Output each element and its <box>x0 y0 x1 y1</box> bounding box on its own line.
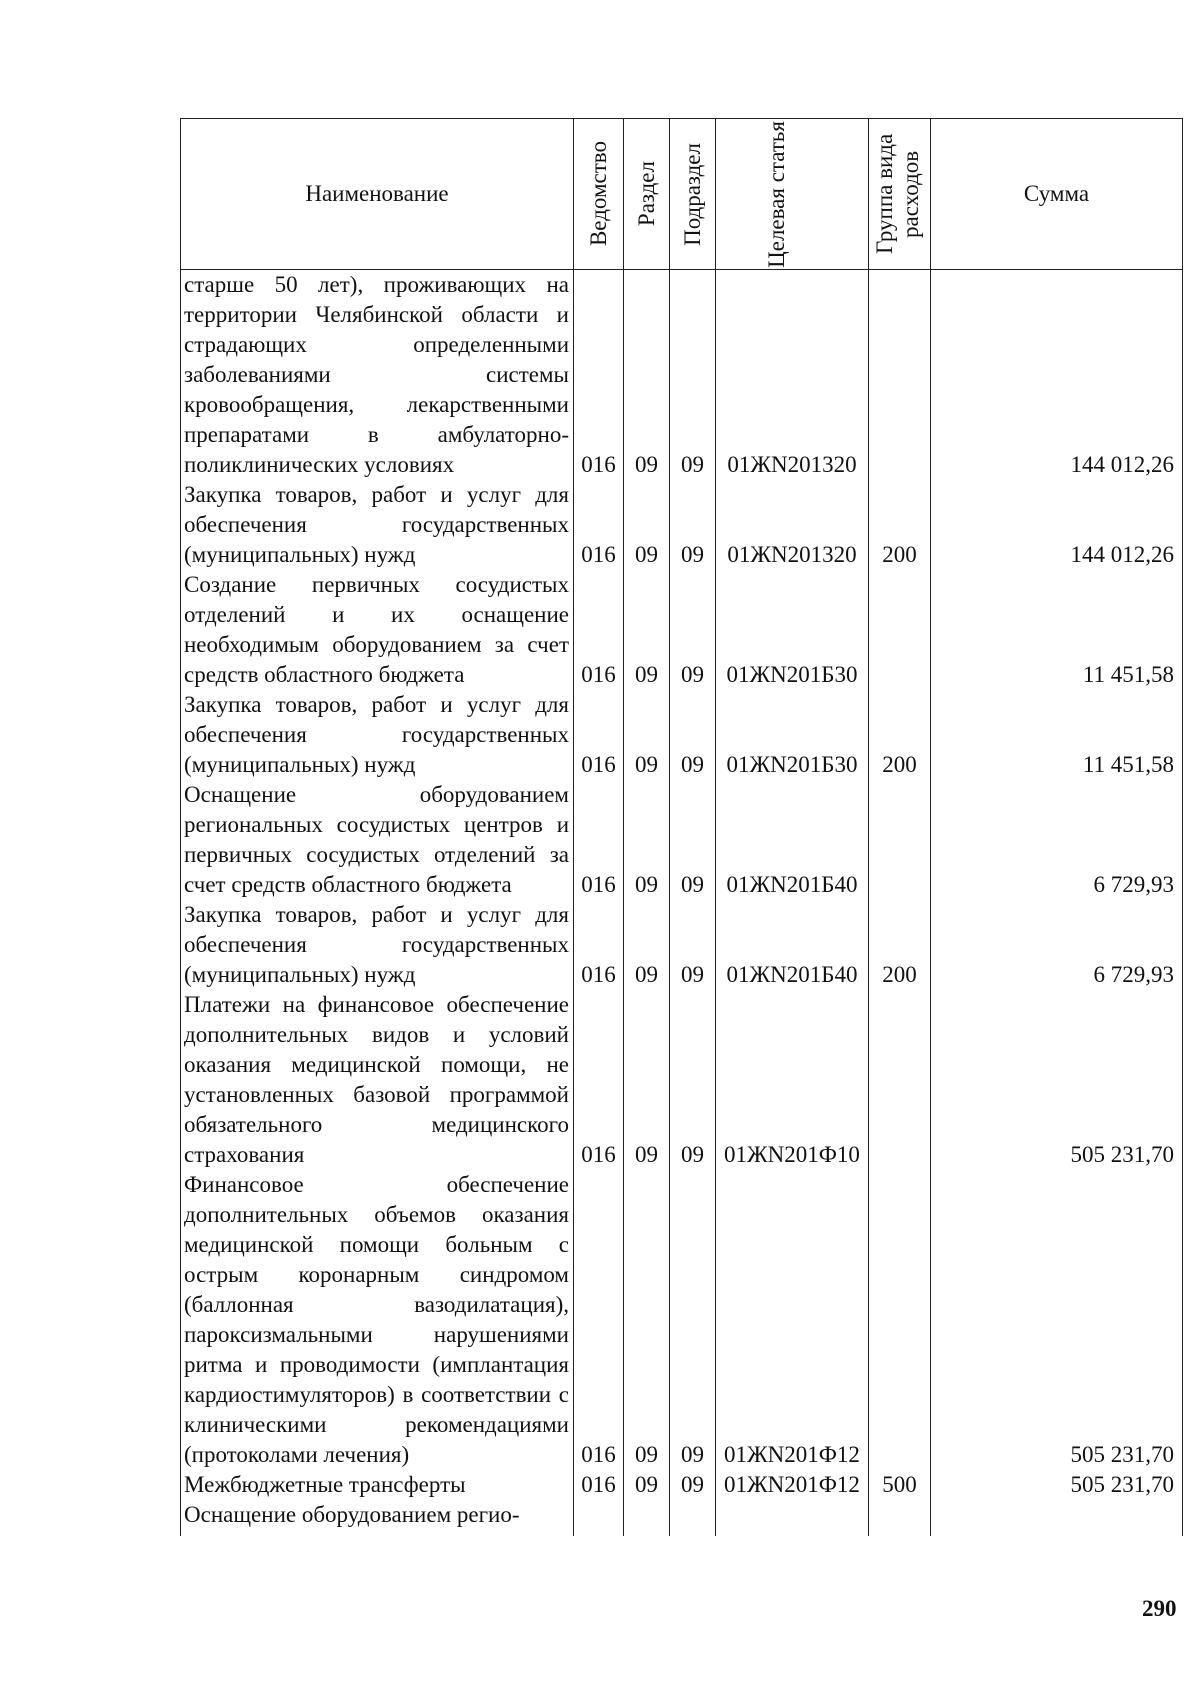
header-dept <box>574 119 624 270</box>
row-name: Закупка товаров, работ и услуг для обеспечения государственных (муниципальных) нужд <box>181 480 574 570</box>
row-name: Финансовое обеспечение дополнительных объемов оказания медицинской помощи больным с острым коронарным синдромом (баллонная вазодилатация), пароксизмальными нарушениями ритма и проводимости (имплантация кардиостимуляторов) в соответствии с клиническими рекомендациями (протоколами лечения) <box>181 1170 574 1470</box>
row-section: 09 <box>624 570 670 690</box>
row-sum: 11 451,58 <box>931 570 1183 690</box>
table-row <box>181 270 1183 481</box>
row-group: 500 <box>869 1470 931 1500</box>
row-group: 200 <box>869 900 931 990</box>
header-subsection-label: Подраздел <box>679 142 705 246</box>
row-name: Оснащение оборудованием региональных сосудистых центров и первичных сосудистых отделений за счет средств областного бюджета <box>181 780 574 900</box>
row-name: Оснащение оборудованием регио- <box>181 1500 574 1536</box>
row-target: 01ЖN201Б40 <box>716 900 869 990</box>
row-target: 01ЖN201Б40 <box>716 780 869 900</box>
header-target-label: Целевая статья <box>764 120 789 268</box>
row-target: 01ЖN201Ф10 <box>716 990 869 1170</box>
header-target <box>716 119 869 270</box>
header-section-label: Раздел <box>633 161 659 227</box>
row-group: 200 <box>869 690 931 780</box>
row-sum: 6 729,93 <box>931 780 1183 900</box>
row-dept: 016 <box>574 1170 624 1470</box>
row-group <box>869 1170 931 1470</box>
row-target: 01ЖN201Ф12 <box>716 1170 869 1470</box>
row-name: Создание первичных сосудистых отделений и их оснащение необходимым оборудованием за счет средств областного бюджета <box>181 570 574 690</box>
row-subsection: 09 <box>670 900 716 990</box>
row-name: Межбюджетные трансферты <box>181 1470 574 1500</box>
row-section: 09 <box>624 990 670 1170</box>
row-dept: 016 <box>574 1470 624 1500</box>
row-dept: 016 <box>574 780 624 900</box>
budget-table <box>180 118 1183 1536</box>
row-group <box>869 570 931 690</box>
row-group <box>869 270 931 481</box>
table-row <box>181 1470 1183 1500</box>
row-target: 01ЖN201Ф12 <box>716 1470 869 1500</box>
row-section: 09 <box>624 1470 670 1500</box>
row-dept: 016 <box>574 900 624 990</box>
row-section: 09 <box>624 270 670 481</box>
row-target: 01ЖN201Б30 <box>716 690 869 780</box>
row-section: 09 <box>624 480 670 570</box>
header-name-label: Наименование <box>305 181 449 206</box>
row-subsection: 09 <box>670 1170 716 1470</box>
row-dept: 016 <box>574 480 624 570</box>
row-sum <box>931 1500 1183 1536</box>
row-subsection <box>670 1500 716 1536</box>
row-target <box>716 1500 869 1536</box>
row-dept: 016 <box>574 570 624 690</box>
row-group: 200 <box>869 480 931 570</box>
table-header-row <box>181 119 1183 270</box>
row-subsection: 09 <box>670 990 716 1170</box>
row-name: Закупка товаров, работ и услуг для обеспечения государственных (муниципальных) нужд <box>181 690 574 780</box>
row-sum: 144 012,26 <box>931 270 1183 481</box>
row-section <box>624 1500 670 1536</box>
row-sum: 144 012,26 <box>931 480 1183 570</box>
header-name <box>181 119 574 270</box>
row-group <box>869 1500 931 1536</box>
table-row <box>181 690 1183 780</box>
row-dept <box>574 1500 624 1536</box>
header-section <box>624 119 670 270</box>
row-subsection: 09 <box>670 270 716 481</box>
header-expense-group-label: Группа вида расходов <box>871 133 923 255</box>
row-target: 01ЖN201320 <box>716 480 869 570</box>
row-subsection: 09 <box>670 690 716 780</box>
row-dept: 016 <box>574 270 624 481</box>
row-section: 09 <box>624 780 670 900</box>
row-section: 09 <box>624 690 670 780</box>
page-number: 290 <box>1142 1596 1177 1621</box>
table-row <box>181 570 1183 690</box>
row-subsection: 09 <box>670 1470 716 1500</box>
header-dept-label: Ведомство <box>585 141 611 247</box>
table-row <box>181 990 1183 1170</box>
header-subsection <box>670 119 716 270</box>
table-row <box>181 480 1183 570</box>
row-name: Закупка товаров, работ и услуг для обеспечения государственных (муниципальных) нужд <box>181 900 574 990</box>
row-group <box>869 780 931 900</box>
table-row <box>181 1500 1183 1536</box>
row-section: 09 <box>624 1170 670 1470</box>
row-sum: 505 231,70 <box>931 990 1183 1170</box>
row-subsection: 09 <box>670 480 716 570</box>
row-name: Платежи на финансовое обеспечение дополнительных видов и условий оказания медицинской помощи, не установленных базовой программой обязательного медицинского страхования <box>181 990 574 1170</box>
row-target: 01ЖN201320 <box>716 270 869 481</box>
table-row <box>181 1170 1183 1470</box>
row-group <box>869 990 931 1170</box>
header-sum-label: Сумма <box>1023 181 1090 206</box>
table-row <box>181 780 1183 900</box>
row-subsection: 09 <box>670 780 716 900</box>
row-dept: 016 <box>574 690 624 780</box>
row-sum: 505 231,70 <box>931 1170 1183 1470</box>
row-sum: 505 231,70 <box>931 1470 1183 1500</box>
row-section: 09 <box>624 900 670 990</box>
header-sum <box>931 119 1183 270</box>
row-name: старше 50 лет), проживающих на территории Челябинской области и страдающих определенными заболеваниями системы кровообращения, лекарственными препаратами в амбулаторно-поликлинических условиях <box>181 270 574 481</box>
header-expense-group <box>869 119 931 270</box>
row-sum: 11 451,58 <box>931 690 1183 780</box>
row-sum: 6 729,93 <box>931 900 1183 990</box>
row-dept: 016 <box>574 990 624 1170</box>
row-subsection: 09 <box>670 570 716 690</box>
row-target: 01ЖN201Б30 <box>716 570 869 690</box>
table-row <box>181 900 1183 990</box>
